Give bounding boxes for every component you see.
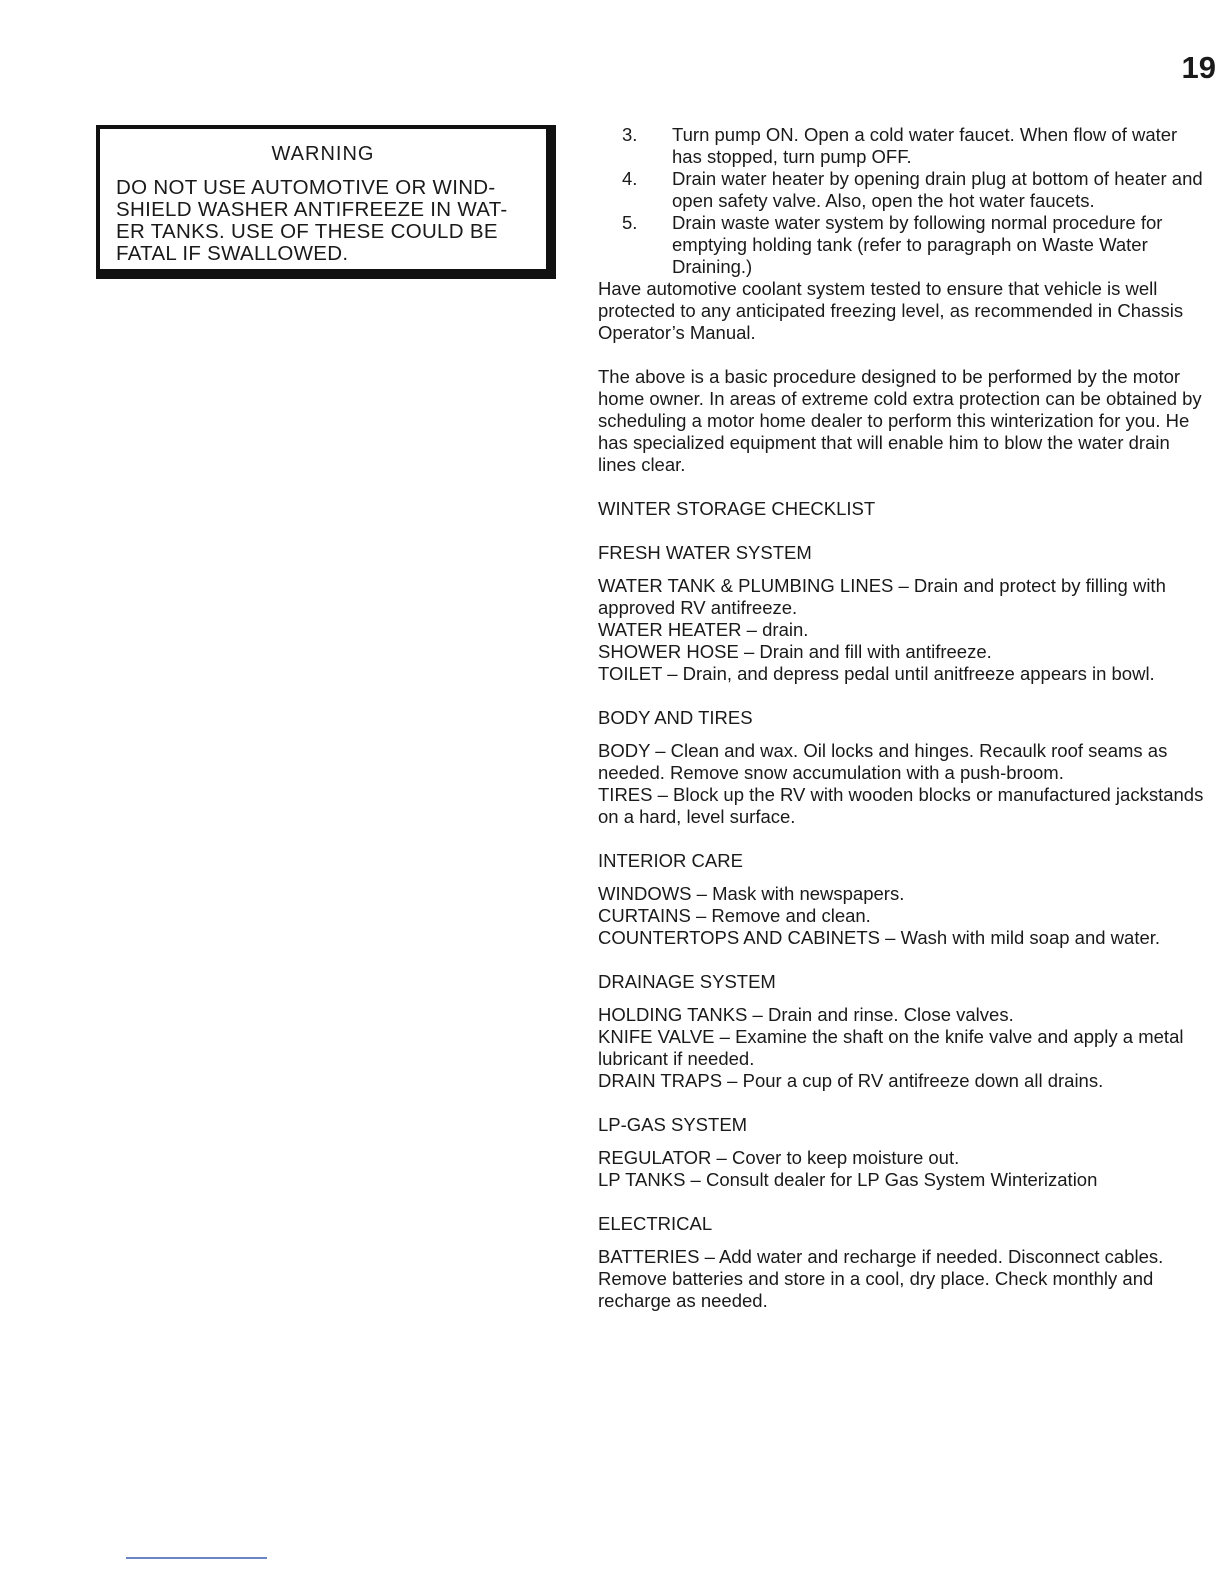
coolant-paragraph: Have automotive coolant system tested to ensure that vehicle is well protected to any anticipated freezing level, as recommended in Chassis Operator’s Manual.: [598, 278, 1184, 343]
warning-title: WARNING: [271, 143, 375, 165]
checklist-item: DRAIN TRAPS – Pour a cup of RV antifreeze down all drains.: [598, 1070, 1104, 1091]
section-title: INTERIOR CARE: [598, 850, 743, 871]
step-number: 4.: [622, 168, 638, 189]
section-title: BODY AND TIRES: [598, 707, 753, 728]
step-number: 3.: [622, 124, 638, 145]
section-title: DRAINAGE SYSTEM: [598, 971, 776, 992]
checklist-item: CURTAINS – Remove and clean.: [598, 905, 871, 926]
step-3: [598, 124, 1210, 168]
checklist-item: LP TANKS – Consult dealer for LP Gas System Winterization: [598, 1169, 1098, 1190]
checklist-item: WATER HEATER – drain.: [598, 619, 809, 640]
step-4: [598, 168, 1210, 212]
step-text: Turn pump ON. Open a cold water faucet. When flow of water has stopped, turn pump OFF.: [672, 124, 1178, 167]
checklist-item: KNIFE VALVE – Examine the shaft on the knife valve and apply a metal lubricant if needed.: [598, 1026, 1184, 1069]
checklist-item: HOLDING TANKS – Drain and rinse. Close valves.: [598, 1004, 1014, 1025]
footer-rule: [126, 1557, 267, 1559]
section-lp-gas: [598, 1114, 1210, 1191]
checklist-title: WINTER STORAGE CHECKLIST: [598, 498, 876, 519]
right-column: [598, 124, 1210, 1312]
warning-box: [96, 125, 556, 279]
section-electrical: [598, 1213, 1210, 1312]
checklist-item: WATER TANK & PLUMBING LINES – Drain and protect by filling with approved RV antifreeze.: [598, 575, 1166, 618]
checklist-item: REGULATOR – Cover to keep moisture out.: [598, 1147, 960, 1168]
step-5: [598, 212, 1210, 278]
checklist-item: SHOWER HOSE – Drain and fill with antifreeze.: [598, 641, 992, 662]
checklist-item: COUNTERTOPS AND CABINETS – Wash with mild soap and water.: [598, 927, 1161, 948]
section-interior-care: [598, 850, 1210, 949]
step-number: 5.: [622, 212, 638, 233]
page-number: 19: [1181, 50, 1216, 85]
section-title: LP-GAS SYSTEM: [598, 1114, 748, 1135]
checklist-item: TIRES – Block up the RV with wooden blocks or manufactured jackstands on a hard, level surface.: [598, 784, 1204, 827]
warning-line: ER TANKS. USE OF THESE COULD BE: [116, 220, 498, 243]
section-drainage: [598, 971, 1210, 1092]
warning-line: SHIELD WASHER ANTIFREEZE IN WAT-: [116, 198, 508, 221]
warning-line: DO NOT USE AUTOMOTIVE OR WIND-: [116, 176, 496, 199]
step-text: Drain water heater by opening drain plug at bottom of heater and open safety valve. Also, open the hot water faucets.: [672, 168, 1203, 211]
section-title: ELECTRICAL: [598, 1213, 713, 1234]
warning-line: FATAL IF SWALLOWED.: [116, 242, 349, 265]
warning-text: [116, 177, 542, 265]
section-title: FRESH WATER SYSTEM: [598, 542, 812, 563]
basic-procedure-paragraph: The above is a basic procedure designed to be performed by the motor home owner. In areas of extreme cold extra protection can be obtained by scheduling a motor home dealer to perform this winterization for you. He has specialized equipment that will enable him to blow the water drain lines clear.: [598, 366, 1202, 475]
section-body-tires: [598, 707, 1210, 828]
checklist-item: BATTERIES – Add water and recharge if needed. Disconnect cables. Remove batteries and store in a cool, dry place. Check monthly and recharge as needed.: [598, 1246, 1164, 1311]
checklist-item: TOILET – Drain, and depress pedal until anitfreeze appears in bowl.: [598, 663, 1155, 684]
section-fresh-water: [598, 542, 1210, 685]
step-text: Drain waste water system by following normal procedure for emptying holding tank (refer to paragraph on Waste Water Draining.): [672, 212, 1163, 277]
checklist-item: BODY – Clean and wax. Oil locks and hinges. Recaulk roof seams as needed. Remove snow accumulation with a push-broom.: [598, 740, 1168, 783]
checklist-item: WINDOWS – Mask with newspapers.: [598, 883, 905, 904]
